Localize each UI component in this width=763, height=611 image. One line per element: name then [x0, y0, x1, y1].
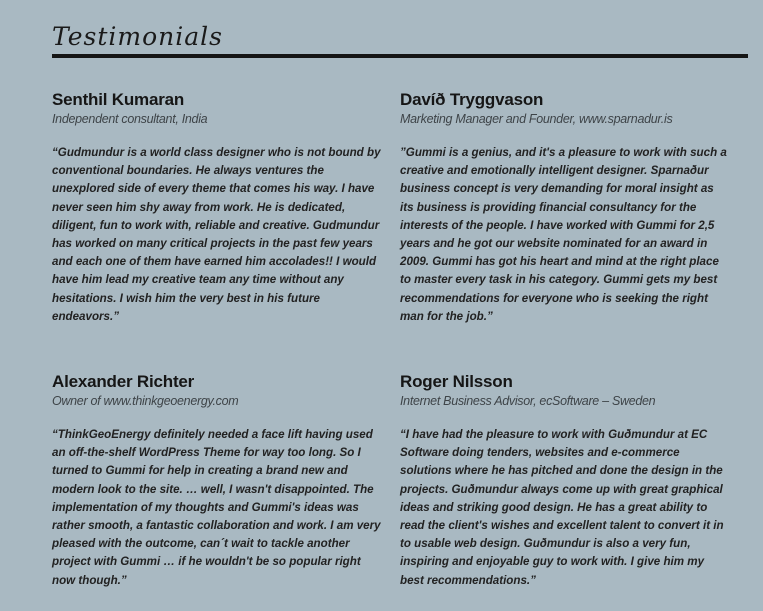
testimonial-role: Marketing Manager and Founder, www.sparnadur.is [400, 112, 673, 126]
testimonial-card [400, 90, 730, 326]
testimonial-quote: “ThinkGeoEnergy definitely needed a face lift having used an off-the-shelf WordPress Theme for way too long. So I turned to Gummi for help in creating a brand new and modern look to the site. … well, I wasn't disappointed. The implementation of my thoughts and Gummi's ideas was rather smooth, a fantastic collaboration and work. I am very pleased with the outcome, can´t wait to tackle another project with Gummi … if he wouldn't be so popular right now though.” [52, 428, 381, 587]
testimonial-quote: ”Gummi is a genius, and it's a pleasure to work with such a creative and emotionally intelligent designer. Sparnaður business concept is very demanding for moral insight as its business is providing financial consultancy for the interests of the people. I have worked with Gummi for 2,5 years and he got our website nominated for an award in 2009. Gummi has got his heart and mind at the right place to master every task in his category. Gummi gets my best recommendations for everyone who is seeking the right man for the job.” [400, 146, 727, 323]
title-divider [52, 54, 748, 58]
testimonial-name: Alexander Richter [52, 372, 195, 391]
testimonial-quote: “I have had the pleasure to work with Guðmundur at EC Software doing tenders, websites and e-commerce solutions where he has pitched and done the design in the projects. Guðmundur always come up with great graphical ideas and striking good design. He has a great ability to read the client's wishes and excellent talent to convert it in to usable web design. Guðmundur is also a very fun, inspiring and enjoyable guy to work with. I give him my best recommendations.” [400, 428, 724, 587]
testimonial-card [400, 372, 730, 590]
testimonial-role: Internet Business Advisor, ecSoftware – Sweden [400, 394, 656, 408]
testimonial-name: Roger Nilsson [400, 372, 513, 391]
testimonial-role: Owner of www.thinkgeoenergy.com [52, 394, 239, 408]
testimonial-name: Davíð Tryggvason [400, 90, 544, 109]
testimonial-quote: “Gudmundur is a world class designer who is not bound by conventional boundaries. He always ventures the unexplored side of every theme that comes his way. I have never seen him shy away from work. He is dedicated, diligent, fun to work with, reliable and creative. Gudmundur has worked on many critical projects in the past few years and each one of them have earned him accolades!! I would have him lead my creative team any time without any hesitations. I wish him the very best in his future endeavors.” [52, 146, 381, 323]
testimonial-name: Senthil Kumaran [52, 90, 185, 109]
testimonial-role: Independent consultant, India [52, 112, 208, 126]
section-title: Testimonials [52, 22, 223, 51]
testimonial-card [52, 372, 382, 590]
testimonial-card [52, 90, 382, 326]
